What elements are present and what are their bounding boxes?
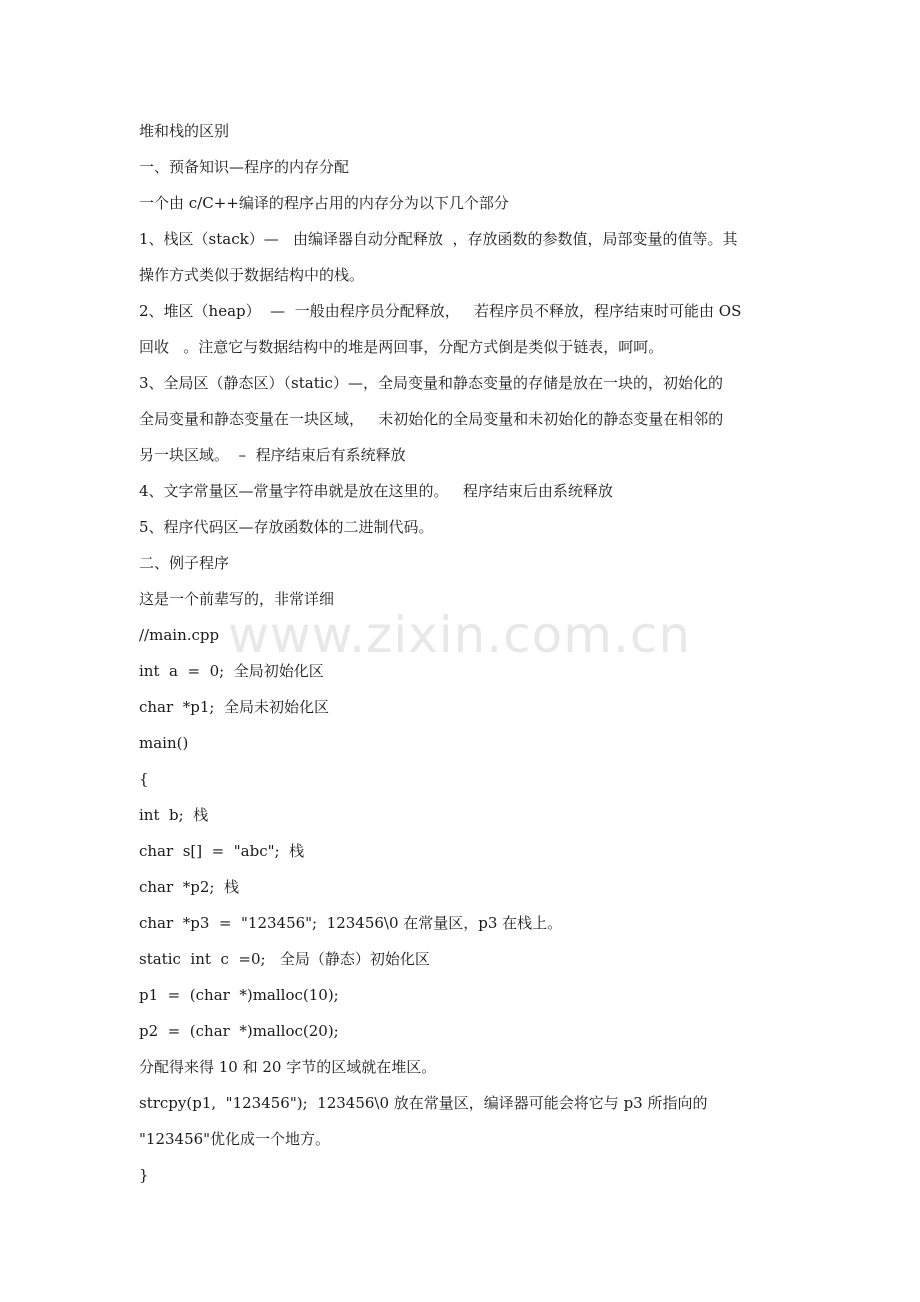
text-line: 3、全局区（静态区）（static）—，全局变量和静态变量的存储是放在一块的，初始化的 [139,374,723,392]
section-heading: 一、预备知识—程序的内存分配 [139,158,350,176]
text-line: 一个由 c/C++编译的程序占用的内存分为以下几个部分 [139,194,509,212]
text-line: 4、文字常量区—常量字符串就是放在这里的。 程序结束后由系统释放 [139,482,613,500]
text-line: 全局变量和静态变量在一块区域， 未初始化的全局变量和未初始化的静态变量在相邻的 [139,410,724,428]
code-line: strcpy(p1, "123456"); 123456\0 放在常量区，编译器可能会将它与 p3 所指向的 [139,1094,708,1112]
code-line: } [139,1166,149,1184]
text-line: 另一块区域。 – 程序结束后有系统释放 [139,446,406,464]
code-line: char *p3 = "123456"; 123456\0 在常量区，p3 在栈上。 [139,914,563,932]
text-line: 分配得来得 10 和 20 字节的区域就在堆区。 [139,1058,437,1076]
code-line: char *p2; 栈 [139,878,239,896]
code-line: char s[] = "abc"; 栈 [139,842,305,860]
code-line: "123456"优化成一个地方。 [139,1130,331,1148]
text-line: 这是一个前辈写的，非常详细 [139,590,335,608]
code-line: //main.cpp [139,626,220,644]
code-line: p1 = (char *)malloc(10); [139,986,339,1004]
code-line: p2 = (char *)malloc(20); [139,1022,339,1040]
text-line: 5、程序代码区—存放函数体的二进制代码。 [139,518,434,536]
code-line: static int c =0; 全局（静态）初始化区 [139,950,430,968]
text-line: 操作方式类似于数据结构中的栈。 [139,266,365,284]
text-line: 回收 。注意它与数据结构中的堆是两回事，分配方式倒是类似于链表，呵呵。 [139,338,664,356]
section-heading: 二、例子程序 [139,554,230,572]
text-line: 2、堆区（heap） — 一般由程序员分配释放， 若程序员不释放，程序结束时可能由 OS [139,302,742,320]
code-line: { [139,770,149,788]
code-line: char *p1; 全局未初始化区 [139,698,329,716]
text-line: 1、栈区（stack）— 由编译器自动分配释放 ，存放函数的参数值，局部变量的值等。其 [139,230,738,248]
code-line: int a = 0; 全局初始化区 [139,662,324,680]
code-line: int b; 栈 [139,806,209,824]
watermark: www.zixin.com.cn [228,606,692,664]
document-title: 堆和栈的区别 [139,122,230,140]
code-line: main() [139,734,189,752]
